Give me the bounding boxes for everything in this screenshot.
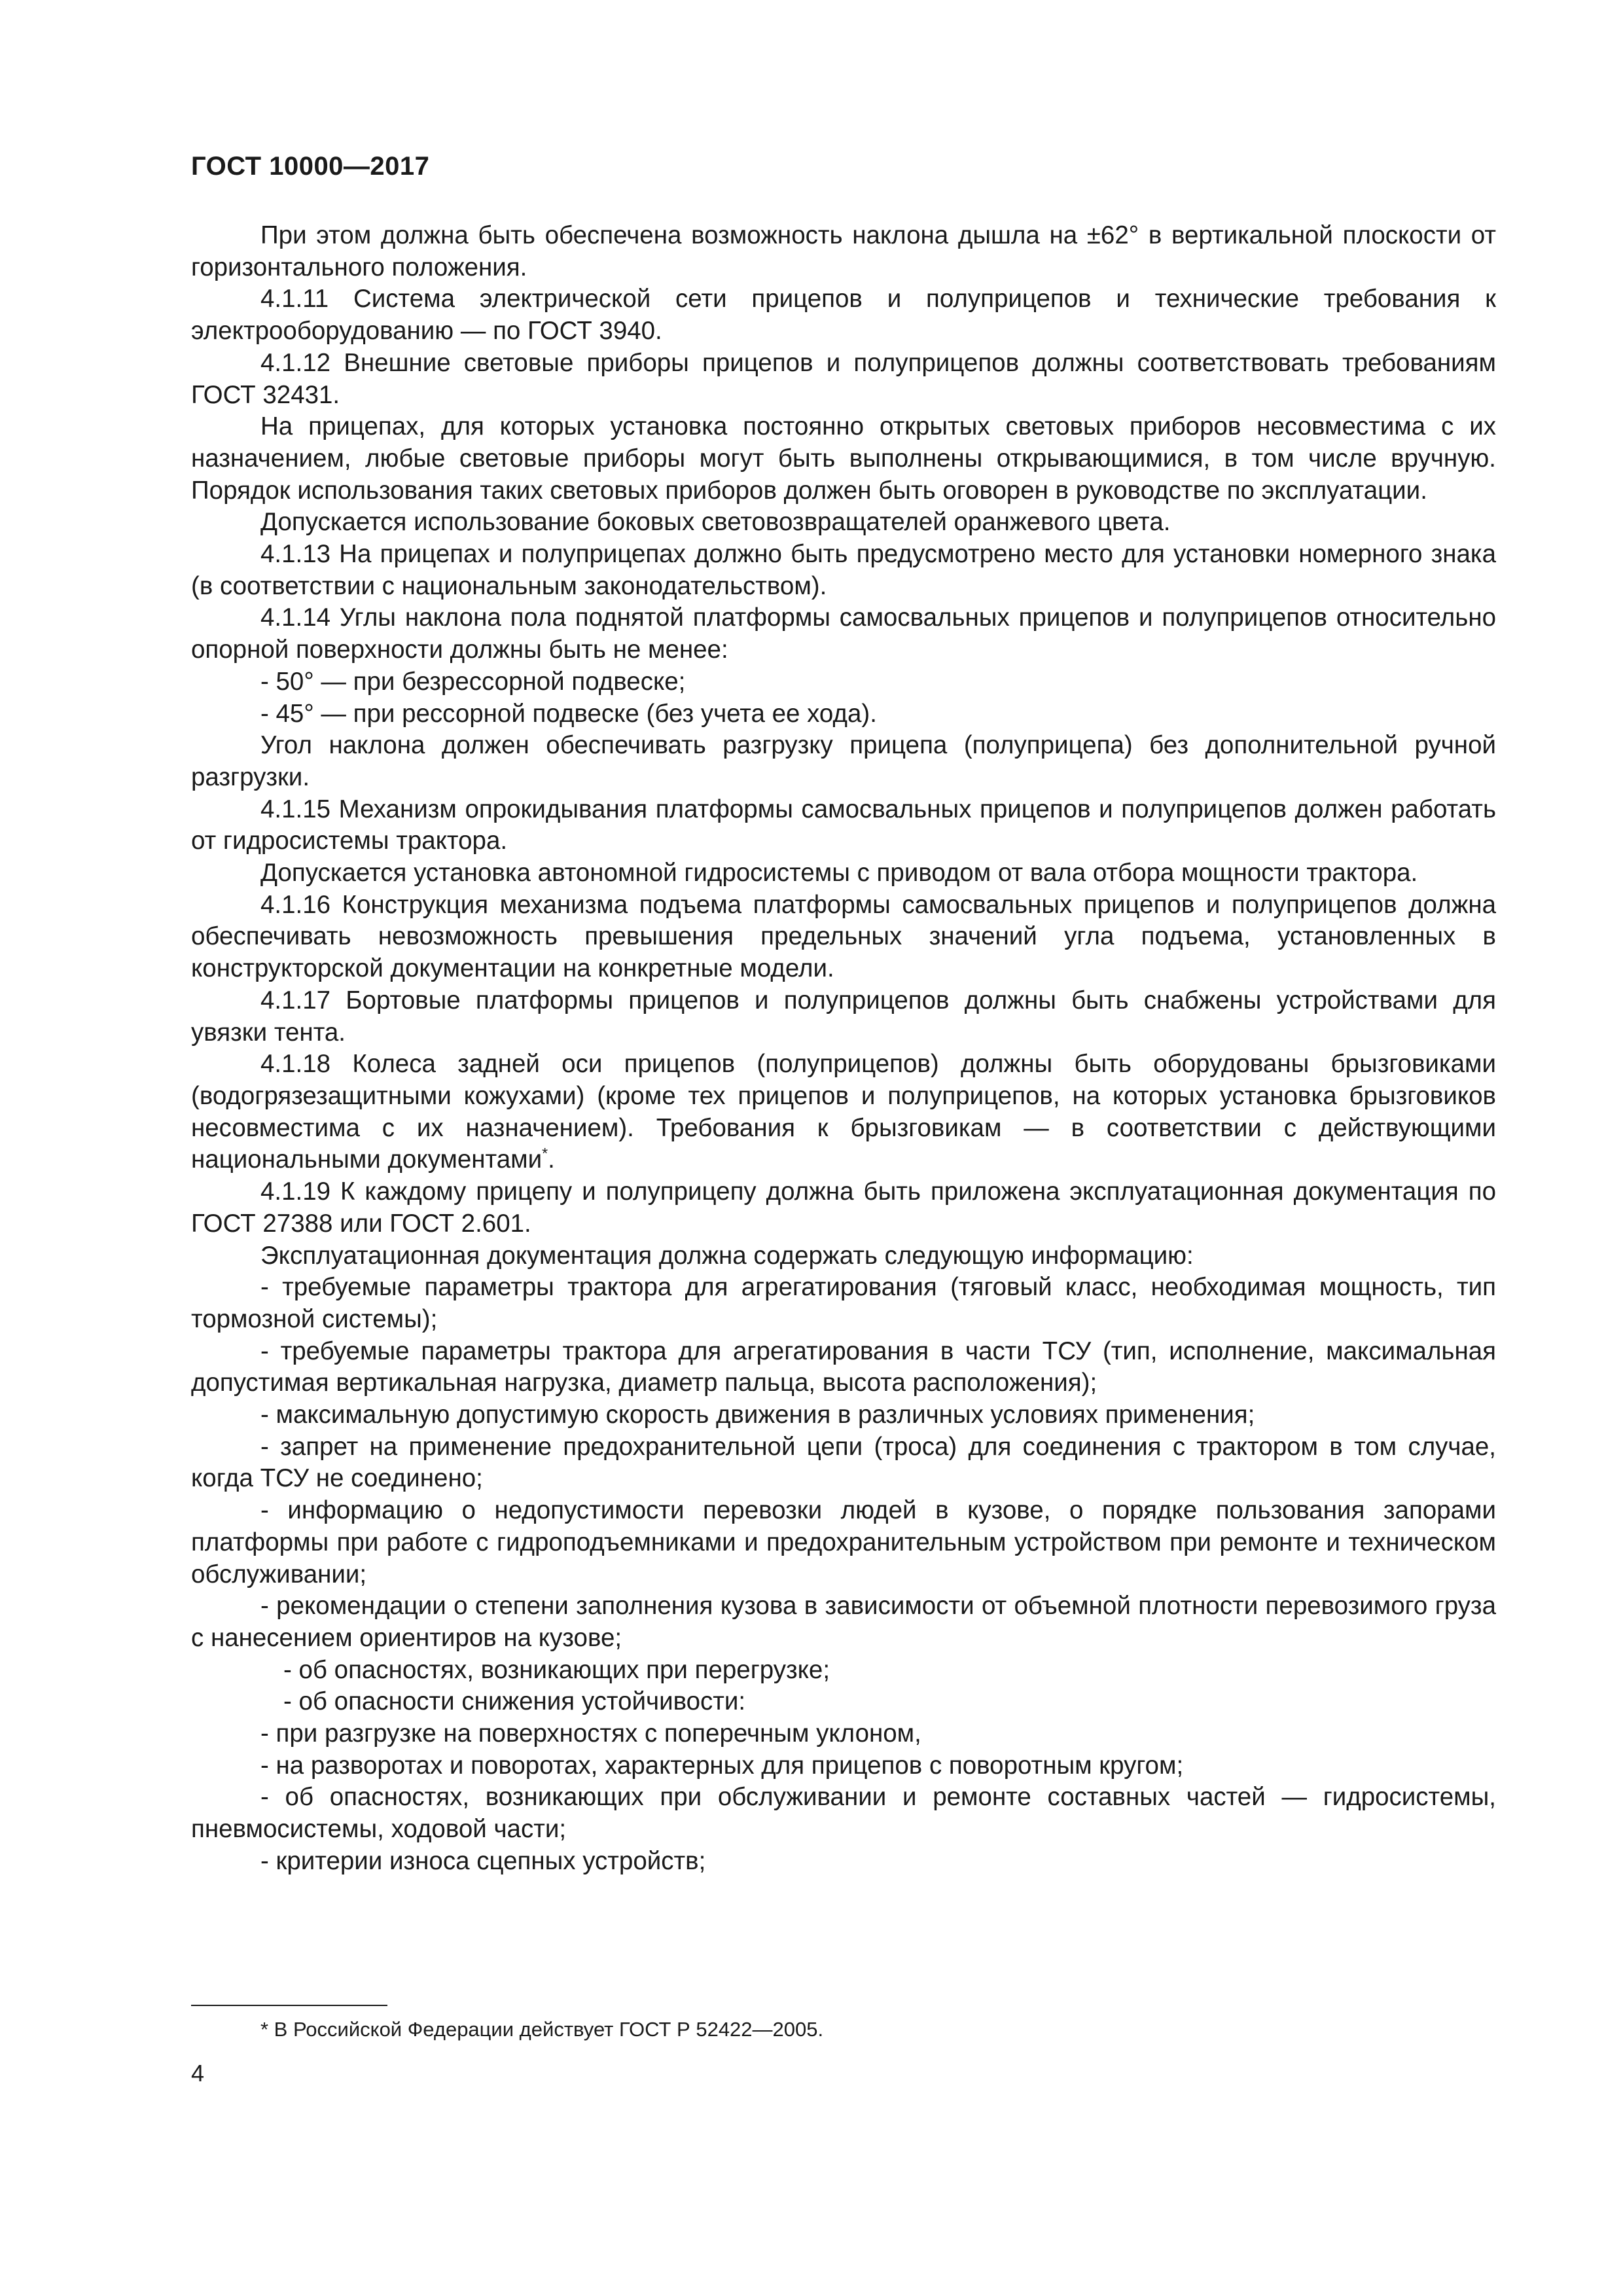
- list-item: - при разгрузке на поверхностях с поперечным уклоном,: [260, 1719, 921, 1748]
- paragraph: Угол наклона должен обеспечивать разгрузку прицепа (полуприцепа) без дополнительной ручной разгрузки.: [191, 731, 1496, 791]
- clause-4-1-12: 4.1.12 Внешние световые приборы прицепов и полуприцепов должны соответствовать требованиям ГОСТ 32431.: [191, 348, 1496, 409]
- list-item: - информацию о недопустимости перевозки людей в кузове, о порядке пользования запорами платформы при работе с гидроподъемниками и предохранительным устройством при ремонте и техническом обслуживании;: [191, 1496, 1496, 1588]
- paragraph: Допускается установка автономной гидросистемы с приводом от вала отбора мощности трактора.: [260, 859, 1418, 888]
- clause-4-1-18: [191, 1049, 1496, 1176]
- clause-4-1-19: 4.1.19 К каждому прицепу и полуприцепу должна быть приложена эксплуатационная документация по ГОСТ 27388 или ГОСТ 2.601.: [191, 1177, 1496, 1238]
- clause-4-1-15: 4.1.15 Механизм опрокидывания платформы самосвальных прицепов и полуприцепов должен работать от гидросистемы трактора.: [191, 795, 1496, 855]
- paragraph: На прицепах, для которых установка постоянно открытых световых приборов несовместима с их назначением, любые световые приборы могут быть выполнены открывающимися, в том числе вручную. Порядок использования таких световых приборов должен быть оговорен в руководстве по эксплуатации.: [191, 412, 1496, 505]
- list-item: - рекомендации о степени заполнения кузова в зависимости от объемной плотности перевозимого груза с нанесением ориентиров на кузове;: [191, 1592, 1496, 1652]
- paragraph: При этом должна быть обеспечена возможность наклона дышла на ±62° в вертикальной плоскости от горизонтального положения.: [191, 221, 1496, 281]
- clause-4-1-18-end: .: [548, 1145, 555, 1174]
- paragraph: Допускается использование боковых световозвращателей оранжевого цвета.: [260, 508, 1171, 537]
- list-item: - об опасностях, возникающих при перегрузке;: [283, 1655, 830, 1684]
- page-number: 4: [191, 2060, 205, 2087]
- list-item: - запрет на применение предохранительной цепи (троса) для соединения с трактором в том случае, когда ТСУ не соединено;: [191, 1432, 1496, 1493]
- clause-4-1-16: 4.1.16 Конструкция механизма подъема платформы самосвальных прицепов и полуприцепов должна обеспечивать невозможность превышения предельных значений угла подъема, установленных в конструкторской документации на конкретные модели.: [191, 890, 1496, 983]
- list-item: - 45° — при рессорной подвеске (без учета ее хода).: [260, 699, 877, 728]
- footnote: * В Российской Федерации действует ГОСТ Р 52422—2005.: [260, 2018, 824, 2041]
- clause-4-1-17: 4.1.17 Бортовые платформы прицепов и полуприцепов должны быть снабжены устройствами для увязки тента.: [191, 986, 1496, 1047]
- paragraph: Эксплуатационная документация должна содержать следующую информацию:: [260, 1241, 1194, 1270]
- list-item: - максимальную допустимую скорость движения в различных условиях применения;: [260, 1401, 1255, 1429]
- list-item: - об опасности снижения устойчивости:: [283, 1687, 746, 1716]
- clause-4-1-13: 4.1.13 На прицепах и полуприцепах должно быть предусмотрено место для установки номерного знака (в соответствии с национальным законодательством).: [191, 540, 1496, 600]
- document-header: ГОСТ 10000—2017: [191, 152, 430, 181]
- list-item: - требуемые параметры трактора для агрегатирования в части ТСУ (тип, исполнение, максимальная допустимая вертикальная нагрузка, диаметр пальца, высота расположения);: [191, 1336, 1496, 1397]
- clause-4-1-18-text: 4.1.18 Колеса задней оси прицепов (полуприцепов) должны быть оборудованы брызговиками (водогрязезащитными кожухами) (кроме тех прицепов и полуприцепов, на которых установка брызговиков несовместима с их назначением). Требования к брызговикам — в соответствии с действующими национальными документами: [191, 1050, 1496, 1174]
- body-text: [191, 220, 1496, 1878]
- footnote-divider: [191, 2005, 387, 2006]
- list-item: - 50° — при безрессорной подвеске;: [260, 667, 686, 696]
- footnote-reference[interactable]: *: [542, 1145, 548, 1162]
- clause-4-1-14: 4.1.14 Углы наклона пола поднятой платформы самосвальных прицепов и полуприцепов относительно опорной поверхности должны быть не менее:: [191, 603, 1496, 664]
- list-item: - требуемые параметры трактора для агрегатирования (тяговый класс, необходимая мощность, тип тормозной системы);: [191, 1273, 1496, 1333]
- list-item: - критерии износа сцепных устройств;: [260, 1846, 706, 1875]
- list-item: - на разворотах и поворотах, характерных для прицепов с поворотным кругом;: [260, 1751, 1184, 1780]
- list-item: - об опасностях, возникающих при обслуживании и ремонте составных частей — гидросистемы, пневмосистемы, ходовой части;: [191, 1783, 1496, 1844]
- clause-4-1-11: 4.1.11 Система электрической сети прицепов и полуприцепов и технические требования к электрооборудованию — по ГОСТ 3940.: [191, 285, 1496, 346]
